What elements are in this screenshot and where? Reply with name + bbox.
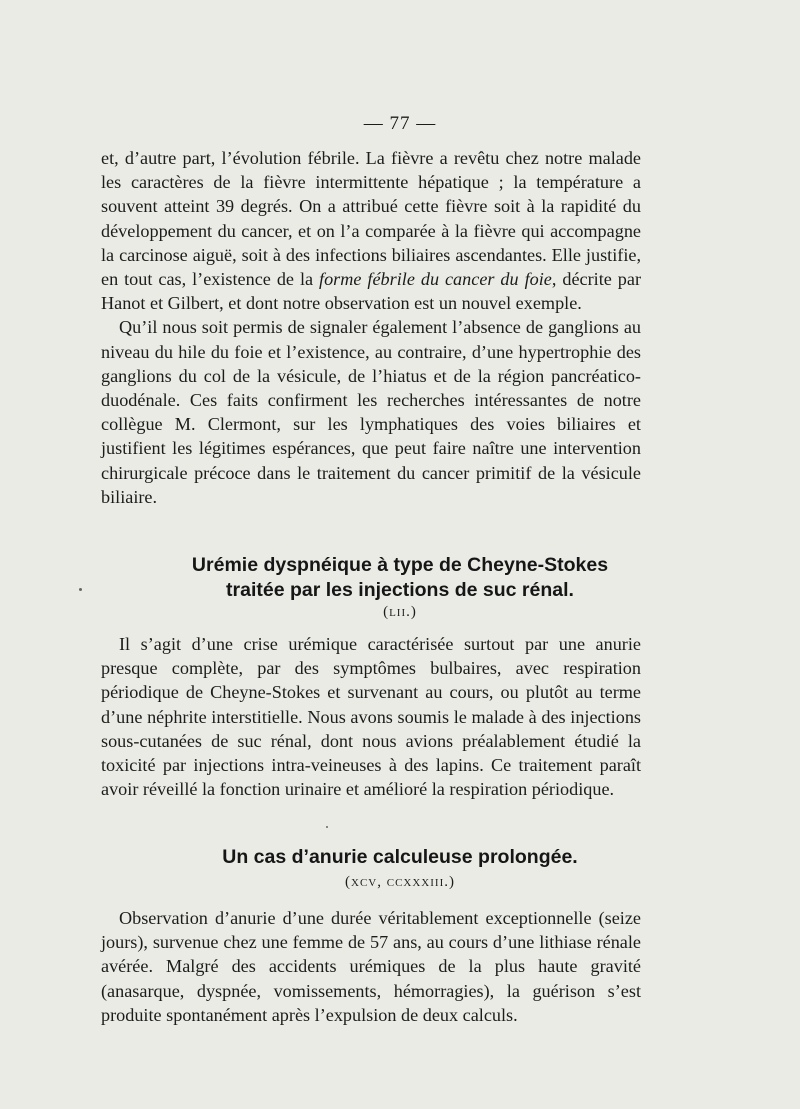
section-1-body [101, 632, 641, 801]
paragraph-1-text-b: , décrite par Hanot et Gilbert, et dont notre observation est un nouvel exemple. [101, 269, 641, 314]
section-2-paragraph: Observation d’anurie d’une durée véritablement exceptionnelle (seize jours), survenue chez une femme de 57 ans, au cours d’une lithiase rénale avérée. Malgré des accidents urémiques de la plus haute gravité (anasarque, dyspnée, vomissements, hémorragies), la guérison s’est produite spontanément après l’expulsion de deux calculs. [101, 908, 641, 1025]
page-number: — 77 — [363, 113, 437, 134]
paragraph-1 [101, 146, 641, 315]
paragraph-1-text-a: et, d’autre part, l’évolution fébrile. La fièvre a revêtu chez notre malade les caractères de la fièvre intermittente hépatique ; la température a souvent atteint 39 degrés. On a attribué cette fièvre soit à la rapidité du développement du cancer, et on l’a comparée à la fièvre qui accompagne la carcinose aiguë, soit à des infections biliaires ascendantes. Elle justifie, en tout cas, l’existence de la [101, 148, 641, 290]
section-2-body [101, 906, 641, 1027]
paper-speck [326, 826, 328, 828]
section-1-title [60, 553, 740, 603]
section-1-title-line-2: traitée par les injections de suc rénal. [226, 579, 574, 601]
section-1-title-line-1: Urémie dyspnéique à type de Cheyne-Stokes [191, 554, 609, 576]
paragraph-2: Qu’il nous soit permis de signaler également l’absence de ganglions au niveau du hile du foie et l’existence, au contraire, d’une hypertrophie des ganglions du col de la vésicule, de l’hiatus et de la région pancréatico-duodénale. Ces faits confirment les recherches intéressantes de notre collègue M. Clermont, sur les lymphatiques des voies biliaires et justifient les légitimes espérances, que peut faire naître une intervention chirurgicale précoce dans le traitement du cancer primitif de la vésicule biliaire. [101, 317, 641, 507]
intro-text [101, 146, 641, 509]
section-1-reference: (lii.) [383, 604, 417, 620]
section-2-reference: (xcv, ccxxxiii.) [345, 874, 455, 890]
section-2-title: Un cas d’anurie calculeuse prolongée. [222, 846, 578, 868]
paragraph-1-italic-term: forme fébrile du cancer du foie [319, 269, 552, 290]
section-1-paragraph: Il s’agit d’une crise urémique caractérisée surtout par une anurie presque complète, par des symptômes bulbaires, avec respiration périodique de Cheyne-Stokes et survenant au cours, ou plutôt au terme d’une néphrite interstitielle. Nous avons soumis le malade à des injections sous-cutanées de suc rénal, dont nous avions préalablement étudié la toxicité par injections intra-veineuses à des lapins. Ce traitement paraît avoir réveillé la fonction urinaire et amélioré la respiration périodique. [101, 634, 641, 800]
paper-speck [79, 588, 82, 591]
